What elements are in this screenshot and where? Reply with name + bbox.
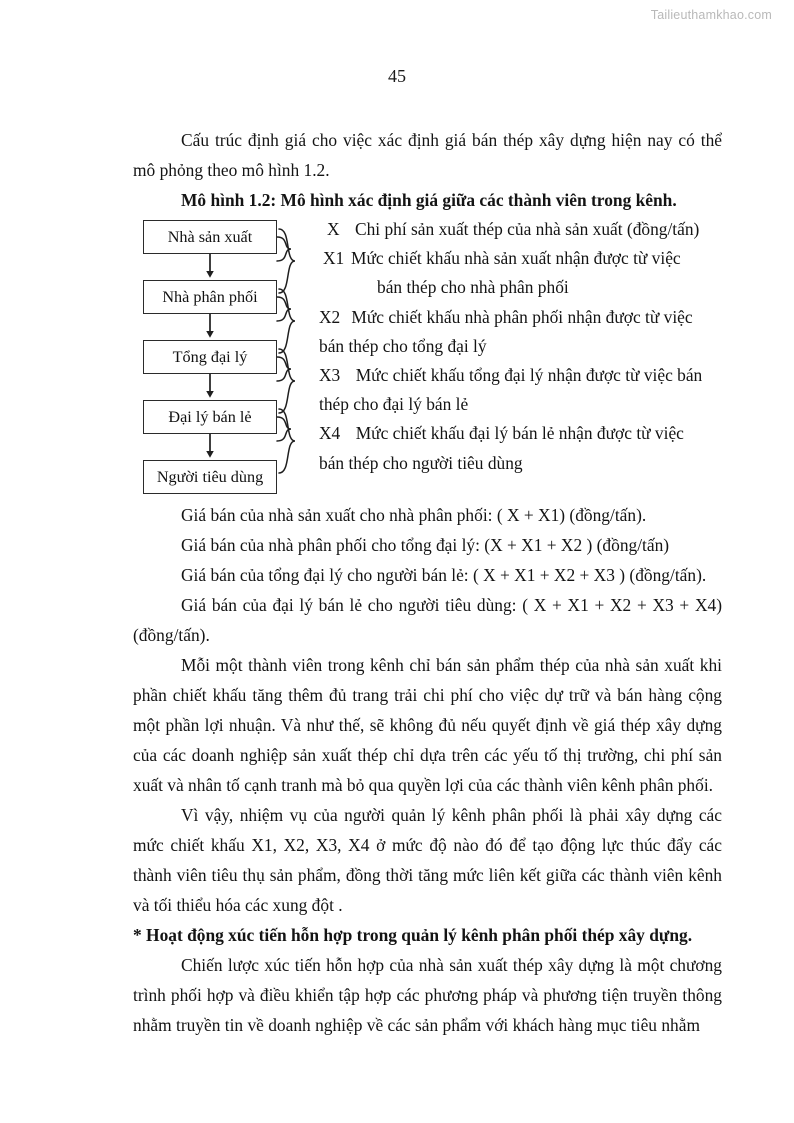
body-paragraph-3: Chiến lược xúc tiến hỗn hợp của nhà sản xuất thép xây dựng là một chương trình phối hợp và điều khiển tập hợp các phương pháp và phương tiện truyền thông nhằm truyền tin về doanh nghiệp về các sản phẩm với khách hàng mục tiêu nhằm [133,955,722,1035]
legend-item-x2-cont: bán thép cho tổng đại lý [319,335,487,356]
price-line-3: Giá bán của tổng đại lý cho người bán lẻ: ( X + X1 + X2 + X3 ) (đồng/tấn). [181,565,707,585]
legend-item-x1-cont: bán thép cho nhà phân phối [377,277,569,298]
legend-tag-x3: X3 [319,365,341,386]
legend-text-x4: Mức chiết khấu đại lý bán lẻ nhận được từ việc [355,423,684,444]
flow-box-distributor[interactable]: Nhà phân phối [143,280,277,314]
flow-box-consumer[interactable]: Người tiêu dùng [143,460,277,494]
legend-tag-x: X [327,219,340,239]
legend-tag-x2: X2 [319,306,341,327]
intro-paragraph: Cấu trúc định giá cho việc xác định giá bán thép xây dựng hiện nay có thể mô phỏng theo mô hình 1.2. [133,130,722,180]
legend-tag-x1: X1 [323,248,345,269]
legend-tag-x4: X4 [319,423,341,444]
pricing-model-diagram [133,215,722,500]
legend-item-x2 [319,303,722,332]
body-paragraph-2: Vì vậy, nhiệm vụ của người quản lý kênh phân phối là phải xây dựng các mức chiết khấu X1, X2, X3, X4 ở mức độ nào đó để tạo động lực thúc đẩy các thành viên tiêu thụ sản phẩm, đồng thời tăng mức liên kết giữa các thành viên kênh và tối thiểu hóa các xung đột . [133,805,722,915]
legend-item-x4-cont: bán thép cho người tiêu dùng [319,452,523,473]
legend-item-x [319,215,722,244]
price-line-1: Giá bán của nhà sản xuất cho nhà phân phối: ( X + X1) (đồng/tấn). [181,505,647,525]
price-line-2: Giá bán của nhà phân phối cho tổng đại lý: (X + X1 + X2 ) (đồng/tấn) [181,535,670,555]
flow-box-retail-agent[interactable]: Đại lý bán lẻ [143,400,277,434]
body-paragraph-1: Mỗi một thành viên trong kênh chỉ bán sản phẩm thép của nhà sản xuất khi phần chiết khấu tăng thêm đủ trang trải chi phí cho việc dự trữ và bán hàng cộng một phần lợi nhuận. Và như thế, sẽ không đủ nếu quyết định về giá thép xây dựng của các doanh nghiệp sản xuất thép chỉ dựa trên các yếu tố thị trường, chi phí sản xuất và nhân tố cạnh tranh mà bỏ qua quyền lợi của các thành viên kênh phân phối. [133,655,722,795]
legend-text-x: Chi phí sản xuất thép của nhà sản xuất (đồng/tấn) [355,219,700,239]
flow-box-general-agent[interactable]: Tổng đại lý [143,340,277,374]
legend-text-x2: Mức chiết khấu nhà phân phối nhận được từ việc [351,306,693,327]
legend-item-x3-cont: thép cho đại lý bán lẻ [319,394,469,415]
legend-item-x4 [319,419,722,448]
legend-item-x1 [319,244,722,273]
diagram-legend [319,215,722,478]
channel-flow-chart [133,215,333,500]
price-line-4: Giá bán của đại lý bán lẻ cho người tiêu dùng: ( X + X1 + X2 + X3 + X4) (đồng/tấn). [133,595,722,645]
model-heading: Mô hình 1.2: Mô hình xác định giá giữa các thành viên trong kênh. [181,190,677,210]
watermark-label: Tailieuthamkhao.com [650,8,772,22]
page-number: 45 [388,66,406,86]
flow-box-manufacturer[interactable]: Nhà sản xuất [143,220,277,254]
legend-item-x3 [319,361,722,390]
legend-text-x1: Mức chiết khấu nhà sản xuất nhận được từ việc [351,248,681,269]
page-content [133,125,722,1040]
legend-text-x3: Mức chiết khấu tổng đại lý nhận được từ việc bán [355,365,703,386]
section-heading: * Hoạt động xúc tiến hỗn hợp trong quản lý kênh phân phối thép xây dựng. [133,925,693,945]
